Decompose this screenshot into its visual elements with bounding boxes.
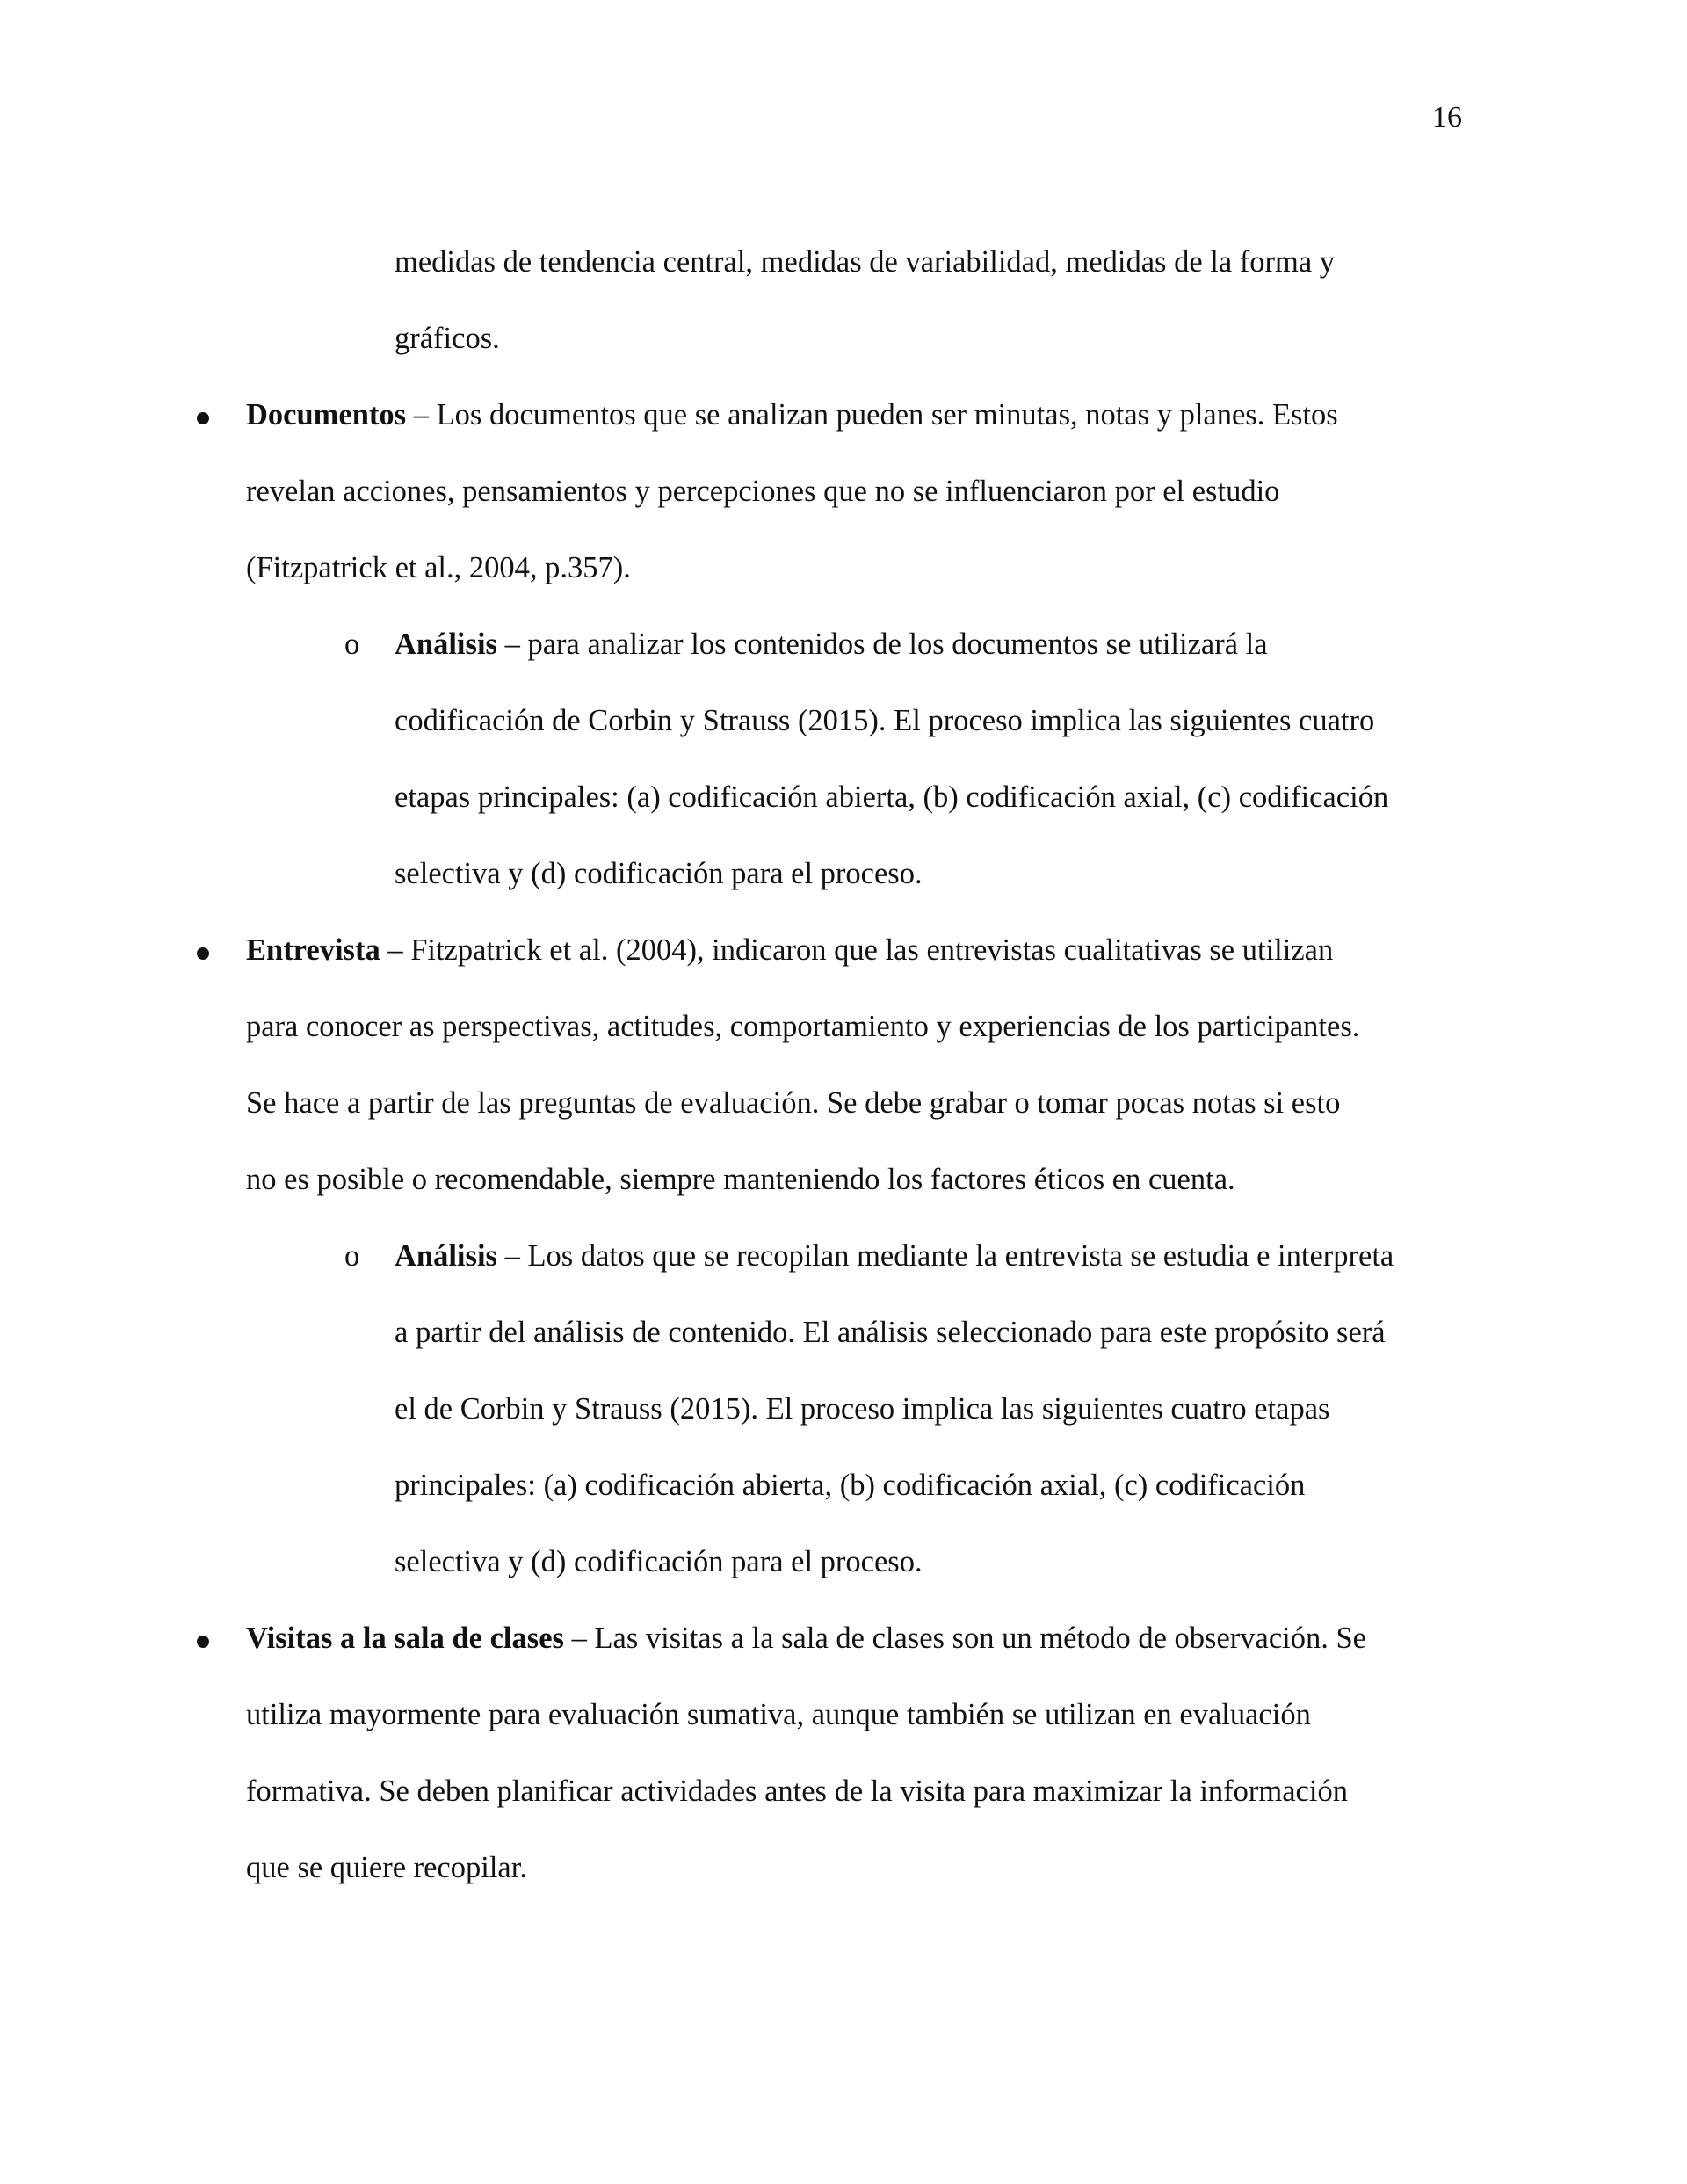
sub-item-text-line: principales: (a) codificación abierta, (b) codificación axial, (c) codificación	[395, 1469, 1306, 1502]
continuation-line: medidas de tendencia central, medidas de variabilidad, medidas de la forma y	[395, 245, 1336, 279]
sub-item-text-line: codificación de Corbin y Strauss (2015). El proceso implica las siguientes cuatro	[395, 704, 1375, 737]
page-number: 16	[1432, 101, 1462, 134]
item-text: Los documentos que se analizan pueden ser minutas, notas y planes. Estos	[436, 398, 1338, 432]
item-text-line: (Fitzpatrick et al., 2004, p.357).	[246, 551, 631, 584]
item-dash: –	[563, 1622, 595, 1655]
sub-item-text-line: selectiva y (d) codificación para el proceso.	[395, 857, 923, 890]
sub-item-title: Análisis	[395, 628, 497, 661]
sub-item-text-line: selectiva y (d) codificación para el proceso.	[395, 1545, 923, 1578]
sub-item-text-line: el de Corbin y Strauss (2015). El proceso implica las siguientes cuatro etapas	[395, 1392, 1330, 1426]
sub-item-text: Los datos que se recopilan mediante la entrevista se estudia e interpreta	[527, 1239, 1394, 1273]
item-text: Fitzpatrick et al. (2004), indicaron que las entrevistas cualitativas se utilizan	[410, 933, 1334, 967]
sub-item-title: Análisis	[395, 1239, 497, 1273]
bullet-icon	[197, 947, 209, 960]
sub-item-analisis	[395, 627, 1268, 662]
item-dash: –	[406, 398, 437, 432]
item-title: Entrevista	[246, 933, 380, 967]
sub-item-text-line: a partir del análisis de contenido. El análisis seleccionado para este propósito será	[395, 1316, 1386, 1349]
list-item-visitas	[246, 1621, 1366, 1656]
item-text: Las visitas a la sala de clases son un método de observación. Se	[594, 1622, 1366, 1655]
list-item-documentos	[246, 397, 1338, 432]
continuation-line: gráficos.	[395, 322, 500, 355]
sub-item-text: para analizar los contenidos de los documentos se utilizará la	[527, 628, 1268, 661]
item-text-line: para conocer as perspectivas, actitudes, comportamiento y experiencias de los participantes.	[246, 1010, 1360, 1043]
bullet-icon	[197, 412, 209, 424]
sub-item-dash: –	[496, 1239, 528, 1273]
bullet-icon	[197, 1636, 209, 1648]
item-title: Visitas a la sala de clases	[246, 1622, 564, 1655]
sub-bullet-icon: o	[344, 628, 360, 661]
item-text-line: que se quiere recopilar.	[246, 1851, 527, 1884]
item-title: Documentos	[246, 398, 407, 432]
sub-bullet-icon: o	[344, 1239, 360, 1273]
sub-item-analisis	[395, 1238, 1394, 1273]
sub-item-text-line: etapas principales: (a) codificación abierta, (b) codificación axial, (c) codificación	[395, 780, 1389, 814]
item-dash: –	[380, 933, 411, 967]
item-text-line: utiliza mayormente para evaluación sumativa, aunque también se utilizan en evaluación	[246, 1698, 1311, 1731]
sub-item-dash: –	[496, 628, 528, 661]
item-text-line: revelan acciones, pensamientos y percepciones que no se influenciaron por el estudio	[246, 475, 1280, 508]
item-text-line: Se hace a partir de las preguntas de evaluación. Se debe grabar o tomar pocas notas si esto	[246, 1086, 1341, 1120]
list-item-entrevista	[246, 932, 1333, 968]
item-text-line: formativa. Se deben planificar actividades antes de la visita para maximizar la información	[246, 1774, 1348, 1808]
item-text-line: no es posible o recomendable, siempre manteniendo los factores éticos en cuenta.	[246, 1163, 1235, 1196]
